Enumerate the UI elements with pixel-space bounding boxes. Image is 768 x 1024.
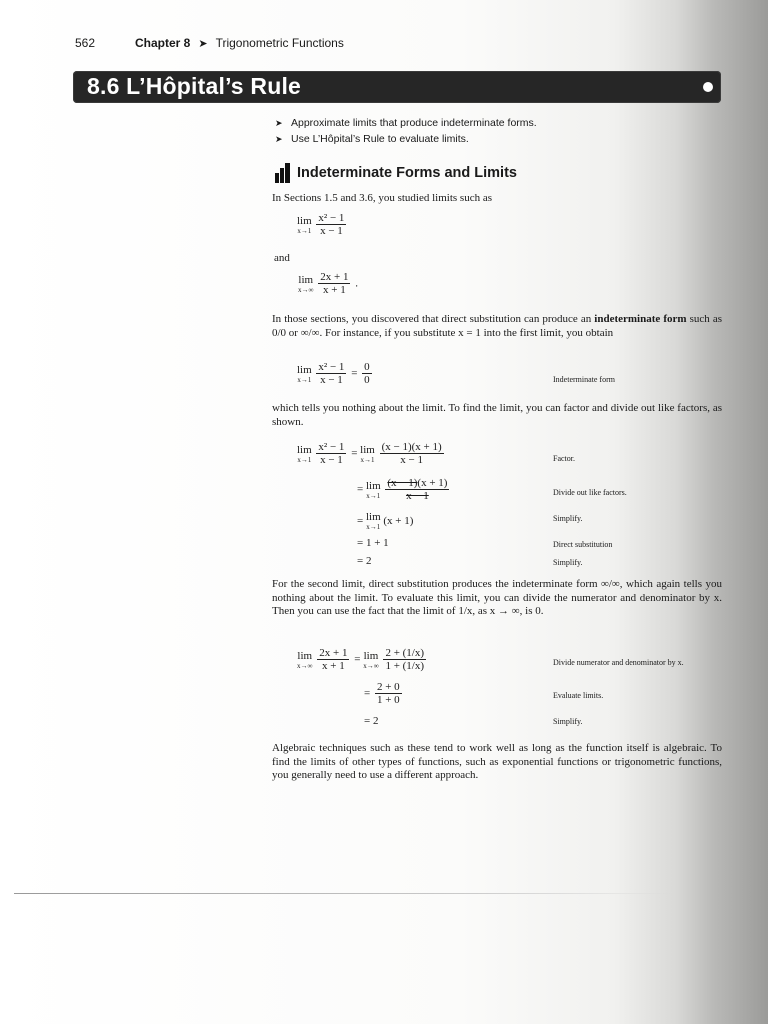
textbook-page: 562 Chapter 8 ➤ Trigonometric Functions 8.6 L’Hôpital’s Rule ➤ Approximate limits that produce indeterminate forms. ➤ Use L’Hôpital’s Rule to evaluate limits. Indeterminate Forms and Limits In Sections 1.5 and 3.6, you studied limits such as lim x→1 $\frac{\text{x² − 1}}{x - 1}$ and lim x→∞ $\frac{2x + 1}{x + 1}$ . In those sections, you discovered that direct substitution can produce an indeterminate form such as 0/0 or ∞/∞. For instance, if you substitute x = 1 into the first limit, you obtain lim x→1 $\frac{\text{x² − 1}}{x - 1}$ = $\frac{0}{0}$ Indeterminate form which tells you nothing about the limit. To find the limit, you can factor and divide out like factors, as shown. lim x→1 $\frac{\text{x² − 1}}{x - 1}$ = lim x→1 $\frac{(x - 1)(x + 1)}{x - 1}$ = lim x→1 $\frac{(x - 1)(x + 1)}{x - 1}$ = lim x→1 (x + 1) = 1 + 1 = 2 Factor. Divide out like factors. Simplify. Direct substitution Simplify. For the second limit, direct substitution produces the indeterminate form ∞/∞, which again tells you nothing about the limit. To evaluate this limit, you can divide the numerator and denominator by x. Then you can use the fact that the limit of 1/x, as x → ∞, is 0. lim x→∞ $\frac{2x + 1}{x + 1}$ = lim x→∞ $\frac{2 + (1/x)}{1 + (1/x)}$ = $\frac{2 + 0}{1 + 0}$ = 2 Divide numerator and denominator by x. Evaluate limits. Simplify. Algebraic techniques such as these tend to work well as long as the function itself is algebraic. To find the limits of other types of functions, such as exponential functions or trigonometric functions, you generally need to use a different approach. (0, 0, 768, 1024)
chapter-title: Trigonometric Functions (215, 36, 344, 50)
side-note: Evaluate limits. (553, 691, 604, 700)
indeterminate-paragraph: In those sections, you discovered that direct substitution can produce an indeterminate form such as 0/0 or ∞/∞. For instance, if you substitute x = 1 into the first limit, you obtain (272, 313, 722, 339)
side-note: Simplify. (553, 558, 583, 567)
dot-icon (703, 82, 713, 92)
second-limit-paragraph: For the second limit, direct substitution produces the indeterminate form ∞/∞, which again tells you nothing about the limit. To evaluate this limit, you can divide the numerator and denominator by x. Then you can use the fact that the limit of 1/x, as x → ∞, is 0. (272, 578, 722, 617)
intro-paragraph: In Sections 1.5 and 3.6, you studied limits such as (272, 192, 492, 204)
side-note: Simplify. (553, 514, 583, 523)
fraction: $\frac{2x + 1}{x + 1}$ (320, 271, 349, 296)
subsection-title: Indeterminate Forms and Limits (297, 165, 517, 181)
objective-item (275, 115, 537, 131)
side-note: Simplify. (553, 717, 583, 726)
limit-operator: lim x→1 (365, 511, 381, 531)
fraction: $\frac{\text{x² − 1}}{x - 1}$ (318, 212, 345, 237)
limit-operator: lim x→1 (360, 443, 375, 464)
limit-example-2: lim x→∞ $\frac{2x + 1}{x + 1}$ . (298, 271, 358, 296)
side-note: Direct substitution (553, 540, 613, 549)
arrow-bullet-icon: ➤ (275, 134, 283, 144)
cancelled-fraction: $\frac{(x - 1)(x + 1)}{x - 1}$ (387, 477, 448, 502)
limit-operator: lim x→1 (297, 363, 312, 384)
limit-operator: lim x→1 (297, 443, 312, 464)
section-title-bar (73, 71, 721, 103)
objective-text: Use L’Hôpital’s Rule to evaluate limits. (291, 133, 469, 145)
indeterminate-form-term: indeterminate form (594, 313, 687, 325)
chapter-label: Chapter 8 (135, 36, 191, 50)
limit-operator: lim x→1 (365, 479, 381, 500)
subsection-heading (275, 163, 517, 183)
side-note: Divide out like factors. (553, 488, 627, 497)
objectives-list (275, 115, 537, 147)
limit-operator: lim x→∞ (298, 273, 314, 294)
closing-paragraph: Algebraic techniques such as these tend to work well as long as the function itself is algebraic. To find the limits of other types of functions, such as exponential functions or trigonometric functions, you generally need to use a different approach. (272, 742, 722, 781)
and-text: and (274, 252, 290, 264)
side-note: Divide numerator and denominator by x. (553, 658, 684, 667)
fraction: $\frac{\text{x² − 1}}{x - 1}$ (318, 361, 345, 386)
side-note: Factor. (553, 454, 575, 463)
objective-text: Approximate limits that produce indeterminate forms. (291, 117, 537, 129)
page-number: 562 (75, 36, 96, 50)
zero-over-zero: $\frac{0}{0}$ (364, 361, 370, 386)
limit-operator: lim x→∞ (297, 649, 313, 670)
running-header (75, 36, 344, 50)
arrow-icon: ➤ (198, 37, 208, 50)
limit-operator: lim x→1 (297, 214, 312, 235)
objective-item (275, 131, 537, 147)
substitution-example: lim x→1 $\frac{\text{x² − 1}}{x - 1}$ = $\frac{0}{0}$ (297, 361, 370, 386)
limit-operator: lim x→∞ (363, 649, 379, 670)
page-edge (14, 893, 674, 894)
bar-chart-icon (275, 163, 291, 183)
section-title: 8.6 L’Hôpital’s Rule (87, 73, 302, 99)
factor-paragraph: which tells you nothing about the limit. To find the limit, you can factor and divide out like factors, as shown. (272, 402, 722, 428)
arrow-bullet-icon: ➤ (275, 118, 283, 128)
side-note: Indeterminate form (553, 375, 615, 384)
limit-example-1 (297, 213, 348, 237)
